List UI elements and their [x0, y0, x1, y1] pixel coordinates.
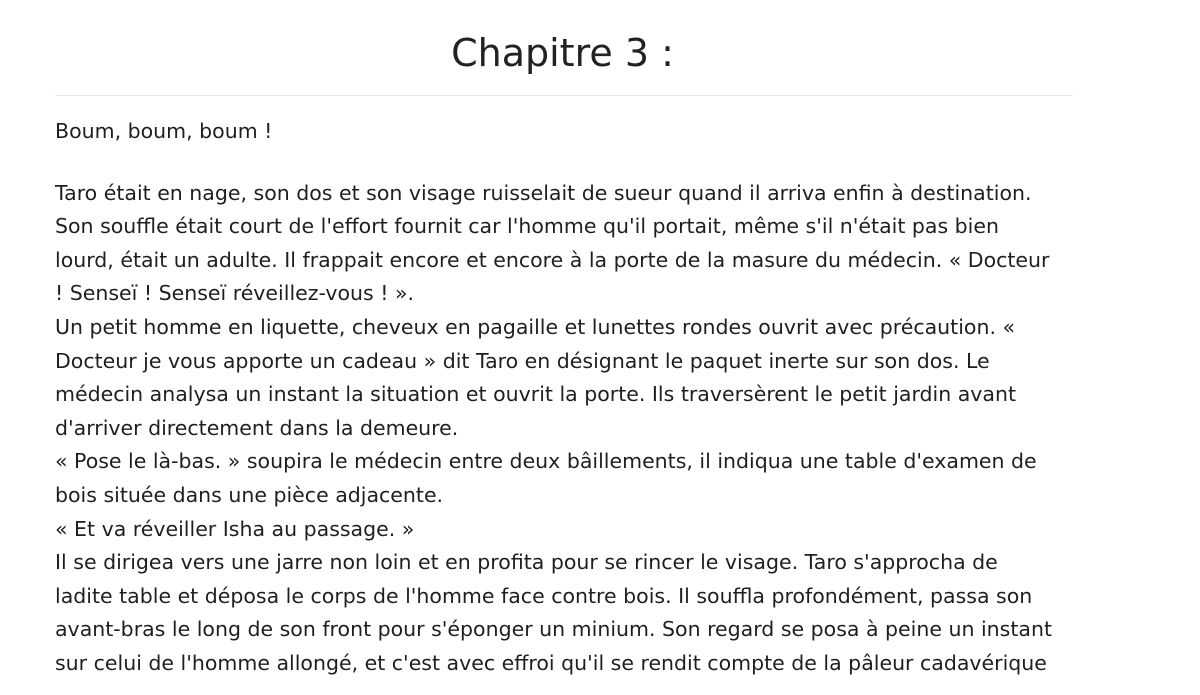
paragraph-gap	[55, 149, 1095, 177]
text-line: Il se dirigea vers une jarre non loin et en profita pour se rincer le visage. Taro s'approcha de	[55, 550, 998, 575]
text-line: d'arriver directement dans la demeure.	[55, 415, 459, 440]
text-line: Boum, boum, boum !	[55, 119, 273, 143]
text-line: sur celui de l'homme allongé, et c'est avec effroi qu'il se rendit compte de la pâleur cadavérique	[55, 650, 1047, 675]
text-line: lourd, était un adulte. Il frappait encore et encore à la porte de la masure du médecin. « Docteur	[55, 247, 1050, 272]
text-line: « Pose le là-bas. » soupira le médecin entre deux bâillements, il indiqua une table d'examen de	[55, 449, 1037, 474]
text-line: ladite table et déposa le corps de l'homme face contre bois. Il souffla profondément, passa son	[55, 583, 1033, 608]
text-line: ! Senseï ! Senseï réveillez-vous ! ».	[55, 281, 415, 306]
text-line: Docteur je vous apporte un cadeau » dit Taro en désignant le paquet inerte sur son dos. Le	[55, 348, 990, 373]
chapter-title: Chapitre 3 :	[451, 31, 674, 75]
text-line: bois située dans une pièce adjacente.	[55, 482, 444, 507]
text-line: Un petit homme en liquette, cheveux en pagaille et lunettes rondes ouvrit avec précaution. «	[55, 314, 1016, 339]
text-line: médecin analysa un instant la situation et ouvrit la porte. Ils traversèrent le petit jardin avant	[55, 382, 1017, 407]
text-line: Taro était en nage, son dos et son visage ruisselait de sueur quand il arriva enfin à destination.	[55, 180, 1032, 205]
text-line: Son souffle était court de l'effort fournit car l'homme qu'il portait, même s'il n'était pas bien	[55, 214, 999, 239]
chapter-text	[55, 115, 1095, 681]
title-divider	[55, 95, 1073, 96]
text-line: avant-bras le long de son front pour s'éponger un minium. Son regard se posa à peine un instant	[55, 617, 1052, 642]
text-line: « Et va réveiller Isha au passage. »	[55, 516, 415, 541]
